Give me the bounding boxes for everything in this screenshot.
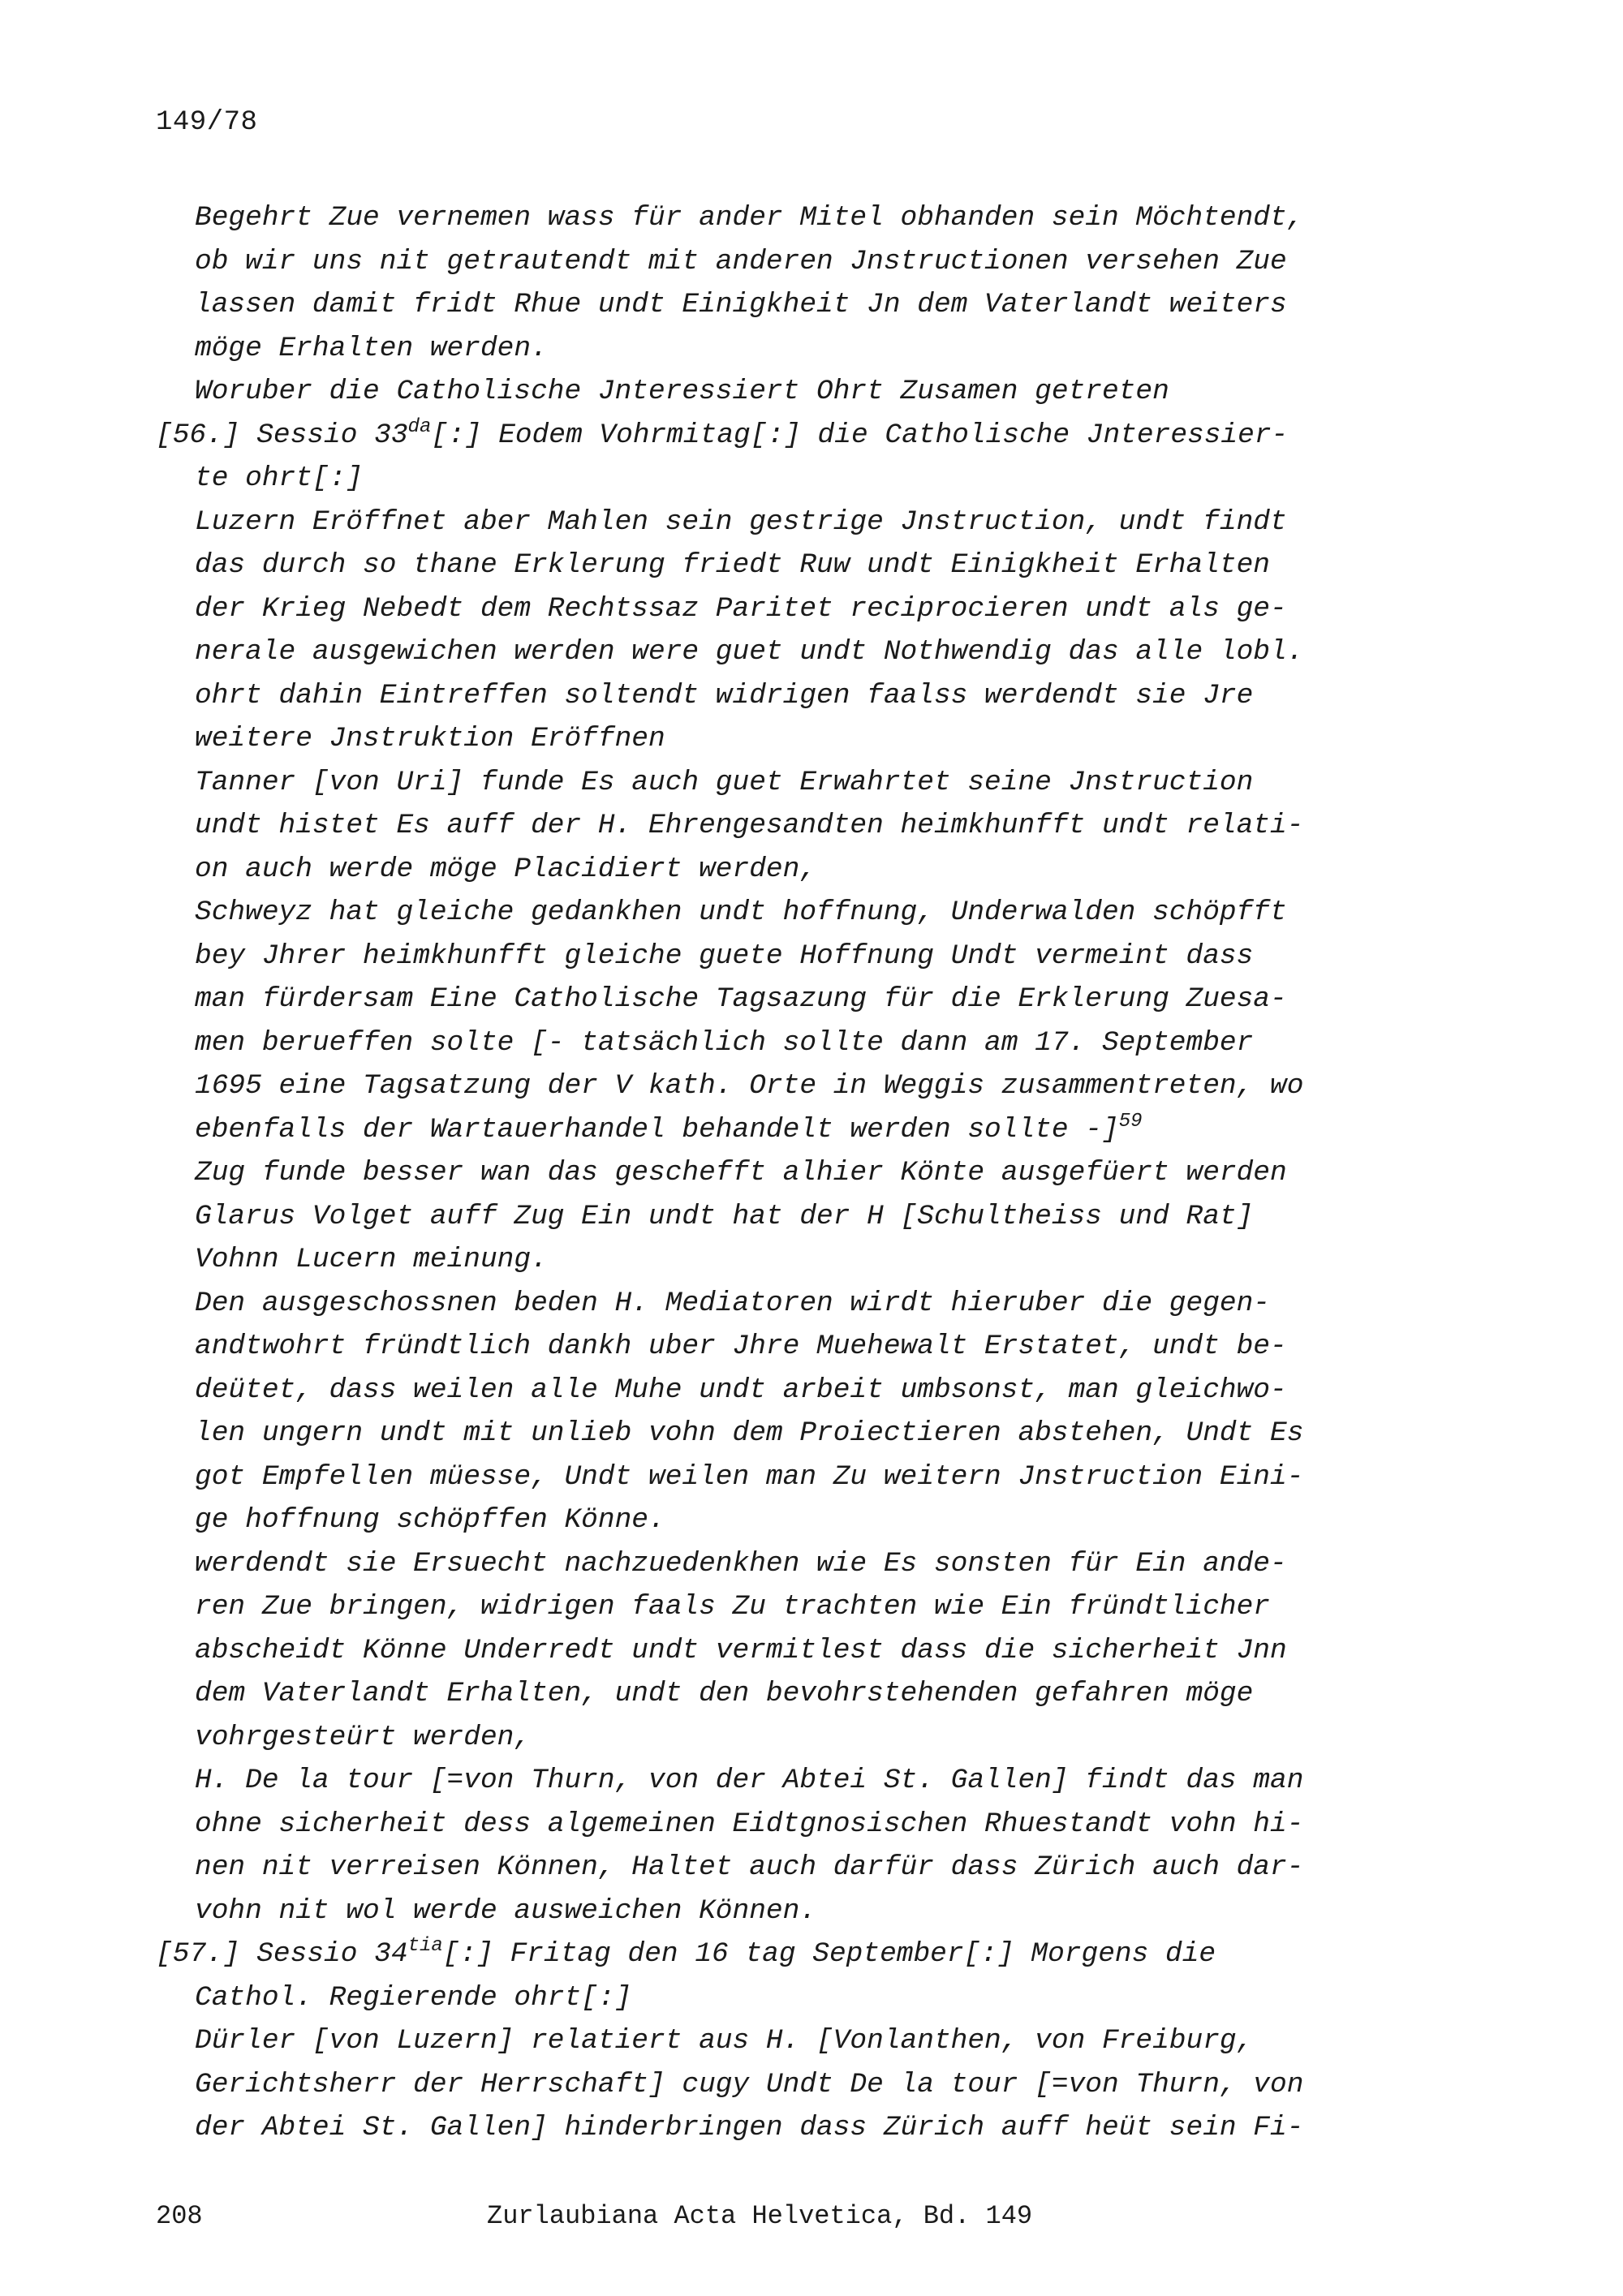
line-text: Den ausgeschossnen beden H. Mediatoren wirdt hieruber die gegen- [195,1287,1271,1319]
line-text: Tanner [von Uri] funde Es auch guet Erwahrtet seine Jnstruction [195,766,1254,798]
line-text: weitere Jnstruktion Eröffnen [195,723,665,755]
text-line [156,1412,1422,1455]
text-line [156,1151,1422,1195]
text-line [156,1759,1422,1803]
line-text: got Empfellen müesse, Undt weilen man Zu weitern Jnstruction Eini- [195,1460,1304,1493]
line-text: möge Erhalten werden. [195,332,548,364]
line-text: deütet, dass weilen alle Muhe undt arbeit umbsonst, man gleichwo- [195,1374,1287,1406]
text-line [156,761,1422,805]
line-text: Zug funde besser wan das geschefft alhier Könte ausgefüert werden [195,1157,1287,1189]
line-text: 1695 eine Tagsatzung der V kath. Orte in Weggis zusammentreten, wo [195,1070,1304,1102]
line-text: vohrgesteürt werden, [195,1721,532,1753]
text-line [156,1846,1422,1890]
text-line [156,501,1422,544]
text-line [156,717,1422,761]
line-text: Woruber die Catholische Jnteressiert Ohrt Zusamen getreten [195,376,1169,407]
line-text: der Abtei St. Gallen] hinderbringen dass Zürich auff heüt sein Fi- [195,2112,1304,2143]
line-text: bey Jhrer heimkhunfft gleiche guete Hoffnung Undt vermeint dass [195,939,1254,972]
text-line [156,370,1422,414]
page-reference: 149/78 [156,107,258,138]
ordinal-superscript: da [407,415,432,438]
text-line [156,848,1422,892]
line-text: ge hoffnung schöpffen Könne. [195,1504,665,1536]
line-text: ren Zue bringen, widrigen faals Zu trachten wie Ein fründtlicher [195,1591,1271,1623]
text-line [156,1585,1422,1629]
line-text: len ungern undt mit unlieb vohn dem Proiectieren abstehen, Undt Es [195,1417,1304,1449]
line-text: te ohrt[:] [195,462,364,494]
text-line [156,2106,1422,2150]
document-body [156,196,1422,2150]
line-text: [56.] Sessio 33 [156,419,408,451]
text-line [156,1498,1422,1542]
footnote-marker: 59 [1118,1110,1143,1133]
line-text: man fürdersam Eine Catholische Tagsazung für die Erklerung Zuesa- [195,983,1287,1015]
text-line [156,1108,1422,1152]
text-line [156,2063,1422,2107]
text-line [156,630,1422,674]
line-text: abscheidt Könne Underredt undt vermitlest dass die sicherheit Jnn [195,1634,1287,1666]
text-line [156,1282,1422,1326]
text-line [156,457,1422,501]
line-text: ohrt dahin Eintreffen soltendt widrigen faalss werdendt sie Jre [195,679,1254,712]
text-line [156,1672,1422,1716]
line-text-continued: [:] Fritag den 16 tag September[:] Morgens die [442,1938,1216,1970]
running-title: Zurlaubiana Acta Helvetica, Bd. 149 [487,2201,1033,2231]
text-line [156,1542,1422,1586]
text-line [156,1890,1422,1933]
text-line [156,674,1422,718]
line-text: ebenfalls der Wartauerhandel behandelt werden sollte -] [195,1113,1119,1146]
text-line [156,891,1422,935]
text-line [156,544,1422,587]
line-text: lassen damit fridt Rhue undt Einigkheit Jn dem Vaterlandt weiters [195,289,1287,320]
line-text: ob wir uns nit getrautendt mit anderen Jnstructionen versehen Zue [195,245,1287,277]
text-line [156,1238,1422,1282]
line-text: men berueffen solte [- tatsächlich sollte dann am 17. September [195,1026,1254,1059]
text-line [156,1455,1422,1499]
line-text: ohne sicherheit dess algemeinen Eidtgnosischen Rhuestandt vohn hi- [195,1808,1304,1840]
text-line [156,1369,1422,1412]
line-text: das durch so thane Erklerung friedt Ruw undt Einigkheit Erhalten [195,549,1271,581]
text-line [156,935,1422,978]
text-line [156,1976,1422,2020]
line-text: Schweyz hat gleiche gedankhen undt hoffnung, Underwalden schöpfft [195,896,1287,928]
text-line [156,1933,1422,1976]
page-number: 208 [156,2201,203,2231]
text-line [156,414,1422,458]
line-text: Cathol. Regierende ohrt[:] [195,1981,632,2014]
line-text: [57.] Sessio 34 [156,1938,408,1970]
line-text: vohn nit wol werde ausweichen Können. [195,1894,817,1927]
line-text: nen nit verreisen Können, Haltet auch darfür dass Zürich auch dar- [195,1851,1304,1883]
line-text: Dürler [von Luzern] relatiert aus H. [Vonlanthen, von Freiburg, [195,2025,1254,2057]
line-text: Vohnn Lucern meinung. [195,1244,548,1275]
text-line [156,1629,1422,1673]
line-text: andtwohrt fründtlich dankh uber Jhre Muehewalt Erstatet, undt be- [195,1331,1287,1362]
text-line [156,283,1422,327]
line-text: Glarus Volget auff Zug Ein undt hat der H [Schultheiss und Rat] [195,1200,1254,1232]
line-text: Begehrt Zue vernemen wass für ander Mitel obhanden sein Möchtendt, [195,202,1304,234]
line-text: nerale ausgewichen werden were guet undt Nothwendig das alle lobl. [195,636,1304,668]
line-text: on auch werde möge Placidiert werden, [195,853,817,885]
text-line [156,1195,1422,1239]
text-line [156,1064,1422,1108]
text-line [156,2019,1422,2063]
line-text: Gerichtsherr der Herrschaft] cugy Undt De la tour [=von Thurn, von [195,2068,1304,2100]
line-text: undt histet Es auff der H. Ehrengesandten heimkhunfft undt relati- [195,810,1304,841]
text-line [156,587,1422,631]
line-text: werdendt sie Ersuecht nachzuedenkhen wie Es sonsten für Ein ande- [195,1547,1287,1580]
line-text: dem Vaterlandt Erhalten, undt den bevohrstehenden gefahren möge [195,1678,1254,1709]
line-text: H. De la tour [=von Thurn, von der Abtei St. Gallen] findt das man [195,1765,1304,1796]
text-line [156,804,1422,848]
line-text: der Krieg Nebedt dem Rechtssaz Paritet reciprocieren undt als ge- [195,592,1287,625]
text-line [156,1716,1422,1760]
text-line [156,1021,1422,1065]
text-line [156,978,1422,1021]
line-text-continued: [:] Eodem Vohrmitag[:] die Catholische Jnteressier- [431,419,1289,451]
text-line [156,196,1422,240]
text-line [156,327,1422,371]
ordinal-superscript: tia [407,1935,443,1957]
text-line [156,1325,1422,1369]
text-line [156,240,1422,284]
line-text: Luzern Eröffnet aber Mahlen sein gestrige Jnstruction, undt findt [195,505,1287,538]
text-line [156,1803,1422,1847]
